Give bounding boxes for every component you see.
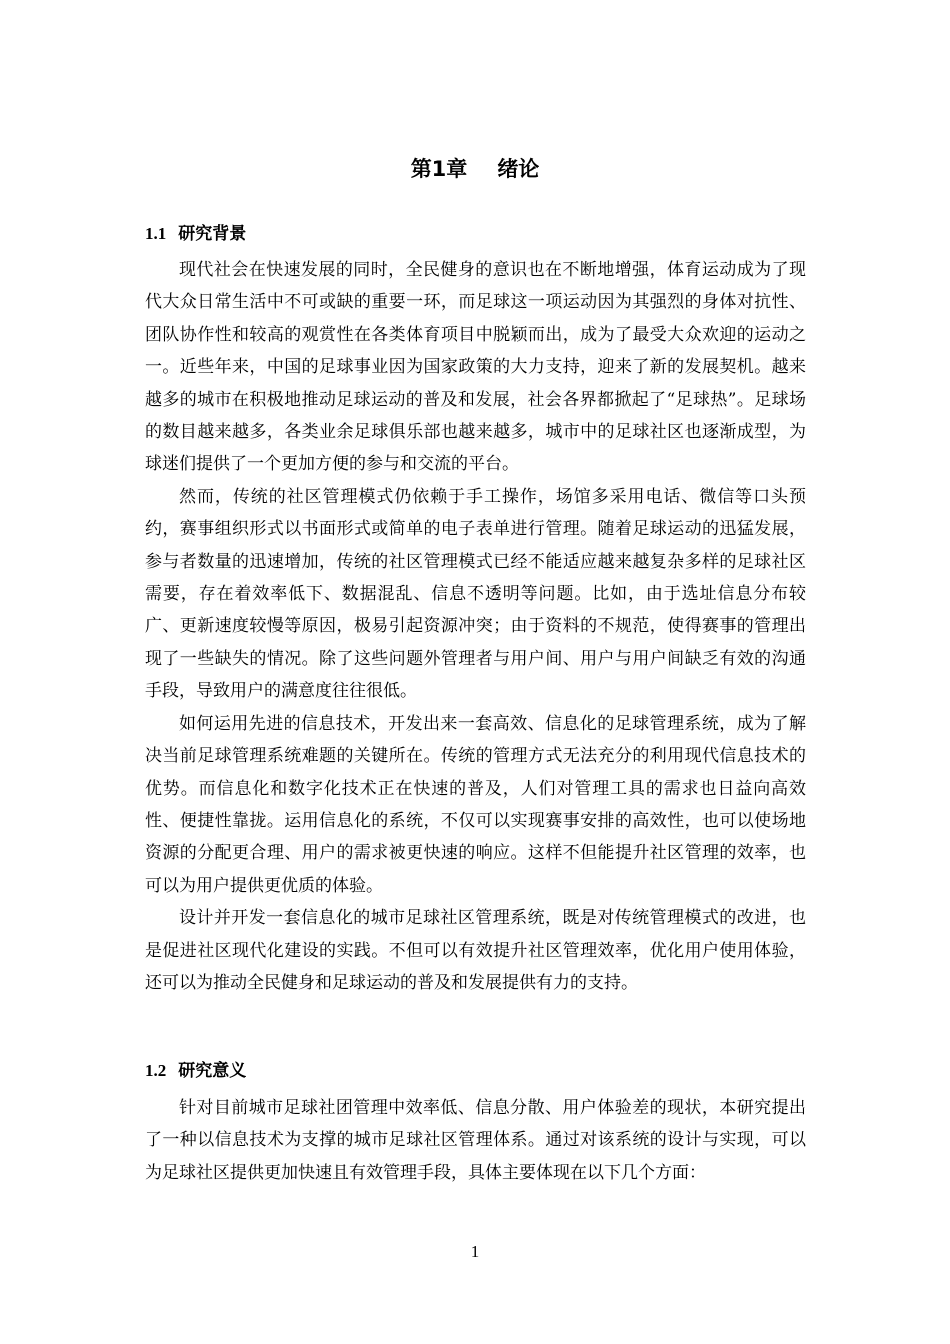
paragraph: 如何运用先进的信息技术，开发出来一套高效、信息化的足球管理系统，成为了解决当前足球管理系统难题的关键所在。传统的管理方式无法充分的利用现代信息技术的优势。而信息化和数字化技术正在快速的普及，人们对管理工具的需求也日益向高效性、便捷性靠拢。运用信息化的系统，不仅可以实现赛事安排的高效性，也可以使场地资源的分配更合理、用户的需求被更快速的响应。这样不但能提升社区管理的效率，也可以为用户提供更优质的体验。	[145, 713, 806, 896]
chapter-number: 第1章	[410, 157, 468, 181]
section-number: 1.1	[145, 224, 167, 243]
section-heading-1-2	[145, 1058, 246, 1084]
section-heading-1-1	[145, 221, 246, 247]
page-number: 1	[470, 1242, 480, 1261]
section-title: 研究背景	[178, 224, 247, 244]
paragraph: 设计并开发一套信息化的城市足球社区管理系统，既是对传统管理模式的改进，也是促进社区现代化建设的实践。不但可以有效提升社区管理效率，优化用户使用体验，还可以为推动全民健身和足球运动的普及和发展提供有力的支持。	[145, 908, 806, 993]
section-title: 研究意义	[178, 1061, 247, 1081]
chapter-name: 绪论	[497, 157, 540, 181]
section-body-1-1	[145, 254, 806, 999]
paragraph: 然而，传统的社区管理模式仍依赖于手工操作，场馆多采用电话、微信等口头预约，赛事组织形式以书面形式或简单的电子表单进行管理。随着足球运动的迅猛发展，参与者数量的迅速增加，传统的社区管理模式已经不能适应越来越复杂多样的足球社区需要，存在着效率低下、数据混乱、信息不透明等问题。比如，由于选址信息分布较广、更新速度较慢等原因，极易引起资源冲突；由于资料的不规范，使得赛事的管理出现了一些缺失的情况。除了这些问题外管理者与用户间、用户与用户间缺乏有效的沟通手段，导致用户的满意度往往很低。	[145, 486, 806, 702]
paragraph: 现代社会在快速发展的同时，全民健身的意识也在不断地增强，体育运动成为了现代大众日常生活中不可或缺的重要一环，而足球这一项运动因为其强烈的身体对抗性、团队协作性和较高的观赏性在各类体育项目中脱颖而出，成为了最受大众欢迎的运动之一。近些年来，中国的足球事业因为国家政策的大力支持，迎来了新的发展契机。越来越多的城市在积极地推动足球运动的普及和发展，社会各界都掀起了“足球热”。足球场的数目越来越多，各类业余足球俱乐部也越来越多，城市中的足球社区也逐渐成型，为球迷们提供了一个更加方便的参与和交流的平台。	[145, 260, 806, 475]
paragraph: 针对目前城市足球社团管理中效率低、信息分散、用户体验差的现状，本研究提出了一种以信息技术为支撑的城市足球社区管理体系。通过对该系统的设计与实现，可以为足球社区提供更加快速且有效管理手段，具体主要体现在以下几个方面：	[145, 1098, 806, 1183]
section-number: 1.2	[145, 1061, 167, 1080]
chapter-title	[0, 154, 950, 184]
section-body-1-2	[145, 1092, 806, 1189]
